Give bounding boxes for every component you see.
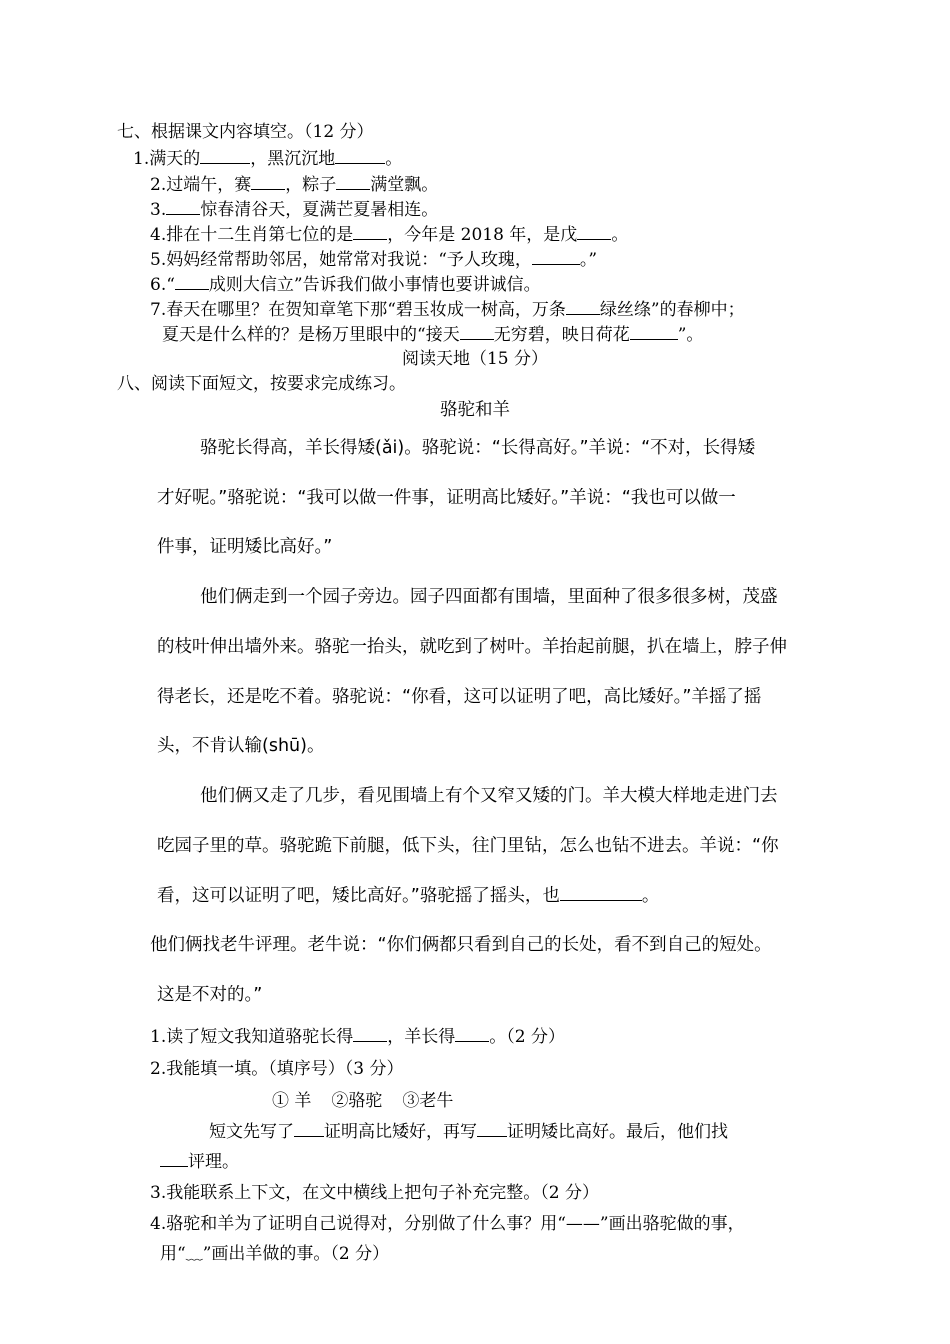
blank[interactable] xyxy=(460,324,494,340)
q7-2-text-c: 满堂飘。 xyxy=(370,175,439,195)
q7-5-text-a: 5.妈妈经常帮助邻居，她常常对我说：“予人玫瑰， xyxy=(150,250,532,270)
q7-2-text-a: 2.过端午，赛 xyxy=(150,175,252,195)
q8-1-text-c: 。（2 分） xyxy=(489,1027,565,1047)
question-7-3 xyxy=(150,198,438,222)
q8-2-text-b: 证明高比矮好，再写 xyxy=(324,1122,477,1142)
question-8-4-line-2: 用“﹏”画出羊做的事。（2 分） xyxy=(160,1244,390,1264)
question-7-6 xyxy=(150,273,541,297)
question-8-2-line-1 xyxy=(209,1120,728,1144)
question-8-2-options xyxy=(272,1089,453,1113)
paragraph-3-line-3 xyxy=(157,884,659,908)
q7-7-text-b: 绿丝绦”的春柳中； xyxy=(599,300,745,320)
q7-1-text-b: ，黑沉沉地 xyxy=(250,149,336,169)
paragraph-2-line-3: 得老长，还是吃不着。骆驼说：“你看，这可以证明了吧，高比矮好。”羊摇了摇 xyxy=(157,687,762,707)
blank[interactable] xyxy=(160,1151,188,1167)
blank[interactable] xyxy=(577,224,611,240)
blank[interactable] xyxy=(175,274,209,290)
q8-1-text-b: ，羊长得 xyxy=(387,1027,456,1047)
option-camel: ②骆驼 xyxy=(331,1091,383,1111)
q7-1-text-a: 1.满天的 xyxy=(133,149,201,169)
q7-7-text-d: 无穷碧，映日荷花 xyxy=(493,325,630,345)
blank[interactable] xyxy=(336,174,370,190)
blank[interactable] xyxy=(200,148,250,164)
q7-7-text-e: ”。 xyxy=(677,325,704,345)
question-8-3: 3.我能联系上下文，在文中横线上把句子补充完整。（2 分） xyxy=(150,1183,599,1203)
blank[interactable] xyxy=(532,249,580,265)
question-7-4 xyxy=(150,223,628,247)
reading-section-title: 阅读天地（15 分） xyxy=(401,349,549,369)
q7-7-text-c: 夏天是什么样的？是杨万里眼中的“接天 xyxy=(162,325,460,345)
paragraph-2-line-2: 的枝叶伸出墙外来。骆驼一抬头，就吃到了树叶。羊抬起前腿，扒在墙上，脖子伸 xyxy=(157,637,787,657)
blank[interactable] xyxy=(166,199,200,215)
p3-line-3-end: 。 xyxy=(641,886,660,906)
paragraph-3-line-2: 吃园子里的草。骆驼跪下前腿，低下头，往门里钻，怎么也钻不进去。羊说：“你 xyxy=(157,836,779,856)
blank[interactable] xyxy=(353,1026,387,1042)
question-8-1 xyxy=(150,1025,565,1049)
paragraph-2-line-4: 头，不肯认输(shū)。 xyxy=(157,736,325,756)
q7-3-text-b: 惊春清谷天，夏满芒夏暑相连。 xyxy=(200,200,439,220)
q7-4-text-b: ，今年是 2018 年，是戊 xyxy=(387,225,578,245)
paragraph-3-line-1: 他们俩又走了几步，看见围墙上有个又窄又矮的门。羊大模大样地走进门去 xyxy=(200,786,778,806)
q7-5-text-b: 。” xyxy=(579,250,598,270)
story-title: 骆驼和羊 xyxy=(440,400,510,420)
story-blank[interactable] xyxy=(560,885,642,901)
q7-3-text-a: 3. xyxy=(150,200,167,220)
paragraph-4-line-2: 这是不对的。” xyxy=(157,985,263,1005)
q8-2-text-d: 评理。 xyxy=(188,1152,239,1172)
q7-6-text-a: 6.“ xyxy=(150,275,175,295)
paragraph-2-line-1: 他们俩走到一个园子旁边。园子四面都有围墙，里面种了很多很多树，茂盛 xyxy=(200,587,778,607)
paragraph-1-line-1: 骆驼长得高，羊长得矮(ǎi)。骆驼说：“长得高好。”羊说：“不对，长得矮 xyxy=(200,438,756,458)
blank[interactable] xyxy=(455,1026,489,1042)
section-7-heading: 七、根据课文内容填空。（12 分） xyxy=(117,122,374,142)
question-7-5 xyxy=(150,248,597,272)
blank[interactable] xyxy=(566,299,600,315)
question-8-2-heading: 2.我能填一填。（填序号）（3 分） xyxy=(150,1059,404,1079)
q8-1-text-a: 1.读了短文我知道骆驼长得 xyxy=(150,1027,354,1047)
q8-2-text-a: 短文先写了 xyxy=(209,1122,294,1142)
question-7-1 xyxy=(133,147,402,171)
question-7-7-line-2 xyxy=(162,323,703,347)
q7-1-text-c: 。 xyxy=(385,149,403,169)
q7-4-text-a: 4.排在十二生肖第七位的是 xyxy=(150,225,354,245)
option-ox: ③老牛 xyxy=(402,1091,454,1111)
question-7-7-line-1 xyxy=(150,298,745,322)
question-8-4-line-1: 4.骆驼和羊为了证明自己说得对，分别做了什么事？用“——”画出骆驼做的事， xyxy=(150,1214,745,1234)
question-8-2-line-2 xyxy=(160,1150,239,1174)
q7-2-text-b: ，粽子 xyxy=(285,175,337,195)
paragraph-4-line-1: 他们俩找老牛评理。老牛说：“你们俩都只看到自己的长处，看不到自己的短处。 xyxy=(150,935,772,955)
paragraph-1-line-2: 才好呢。”骆驼说：“我可以做一件事，证明高比矮好。”羊说：“我也可以做一 xyxy=(157,488,736,508)
blank[interactable] xyxy=(477,1121,507,1137)
blank[interactable] xyxy=(335,148,385,164)
blank[interactable] xyxy=(251,174,285,190)
q7-6-text-b: 成则大信立”告诉我们做小事情也要讲诚信。 xyxy=(208,275,541,295)
option-sheep: ① 羊 xyxy=(272,1091,312,1111)
q7-4-text-c: 。 xyxy=(611,225,629,245)
q8-2-text-c: 证明矮比高好。最后，他们找 xyxy=(507,1122,728,1142)
section-8-heading: 八、阅读下面短文，按要求完成练习。 xyxy=(117,374,406,394)
blank[interactable] xyxy=(294,1121,324,1137)
blank[interactable] xyxy=(353,224,387,240)
paragraph-1-line-3: 件事，证明矮比高好。” xyxy=(157,537,333,557)
question-7-2 xyxy=(150,173,438,197)
p3-line-3-text: 看，这可以证明了吧，矮比高好。”骆驼摇了摇头，也 xyxy=(157,886,560,906)
q7-7-text-a: 7.春天在哪里？在贺知章笔下那“碧玉妆成一树高，万条 xyxy=(150,300,566,320)
blank[interactable] xyxy=(630,324,678,340)
